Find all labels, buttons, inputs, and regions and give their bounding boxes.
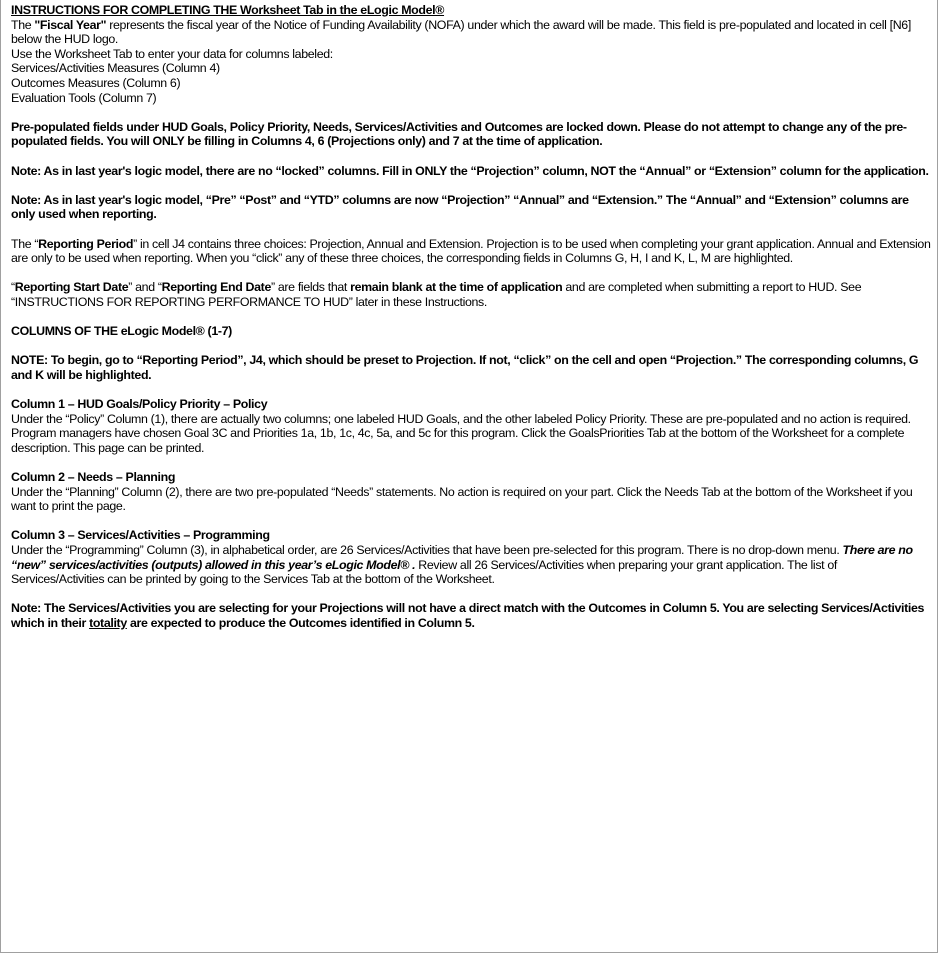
text: The “ [11, 236, 39, 251]
fiscal-year-label: "Fiscal Year" [34, 17, 107, 32]
reporting-period-paragraph [11, 237, 933, 266]
reporting-start-date-label: Reporting Start Date [14, 280, 129, 295]
reporting-dates-paragraph [11, 280, 933, 309]
reporting-end-date-label: Reporting End Date [161, 280, 271, 295]
text: ” and “ [128, 280, 162, 295]
text: Review all 26 Services/Activities when preparing your grant application. The list of Services/Activities can be printed by going to the Services Tab at the bottom of the Worksheet. [11, 557, 838, 587]
column-label-item: Evaluation Tools (Column 7) [11, 90, 157, 105]
text: “ [11, 280, 15, 295]
column-label-item: Services/Activities Measures (Column 4) [11, 61, 220, 76]
text: ” are fields that [271, 280, 351, 295]
column-1-body: Under the “Policy” Column (1), there are actually two columns; one labeled HUD Goals, and the other labeled Policy Priority. These are pre-populated and no action is required. Program managers have chosen Goal 3C and Priorities 1a, 1b, 1c, 4c, 5a, and 5c for this program. Click the GoalsPriorities Tab at the bottom of the Worksheet for a complete description. This page can be printed. [11, 411, 911, 455]
column-3-heading: Column 3 – Services/Activities – Programming [11, 528, 270, 543]
text: The [11, 17, 35, 32]
column-1-heading: Column 1 – HUD Goals/Policy Priority – Policy [11, 397, 268, 412]
column-2-heading: Column 2 – Needs – Planning [11, 470, 176, 484]
renamed-columns-note: Note: As in last year's logic model, “Pre” “Post” and “YTD” columns are now “Projection” “Annual” and “Extension.” The “Annual” and “Extension” columns are only used when reporting. [11, 192, 909, 222]
text: Under the “Programming” Column (3), in alphabetical order, are 26 Services/Activities that have been pre-selected for this program. There is no drop-down menu. [11, 542, 843, 557]
emphasis: remain blank at the time of application [350, 280, 563, 295]
underlined-word: totality [89, 615, 127, 630]
locked-fields-note: Pre-populated fields under HUD Goals, Policy Priority, Needs, Services/Activities and Outcomes are locked down. Please do not attempt to change any of the pre-populated fields. You will ONLY be filling in Columns 4, 6 (Projections only) and 7 at the time of application. [11, 119, 907, 149]
text: and are completed when submitting a report to HUD. See “INSTRUCTIONS FOR REPORTING PERFORMANCE TO HUD” later in these Instructions. [11, 280, 862, 309]
instructions-text [11, 3, 933, 645]
final-note [11, 601, 933, 630]
text: represents the fiscal year of the Notice of Funding Availability (NOFA) under which the award will be made. This field is pre-populated and located in cell [N6] below the HUD logo. [11, 17, 911, 47]
text: are expected to produce the Outcomes identified in Column 5. [126, 615, 475, 630]
reporting-period-label: Reporting Period [38, 236, 134, 251]
emphasis: There are no “new” services/activities (outputs) allowed in this year’s eLogic Model® . [11, 542, 913, 572]
column-2-body: Under the “Planning” Column (2), there are two pre-populated “Needs” statements. No action is required on your part. Click the Needs Tab at the bottom of the Worksheet if you want to print the page. [11, 484, 913, 514]
intro-line: Use the Worksheet Tab to enter your data for columns labeled: [11, 46, 333, 61]
text: ” in cell J4 contains three choices: Projection, Annual and Extension. Projection is to be used when completing your grant application. Annual and Extension are only to be used when reporting. When you “click” any of these three choices, the corresponding fields in Columns G, H, I and K, L, M are highlighted. [11, 236, 931, 266]
column-label-item: Outcomes Measures (Column 6) [11, 75, 181, 90]
begin-note: NOTE: To begin, go to “Reporting Period”, J4, which should be preset to Projection. If not, “click” on the cell and open “Projection.” The corresponding columns, G and K will be highlighted. [11, 353, 919, 382]
instructions-title: INSTRUCTIONS FOR COMPLETING THE Worksheet Tab in the eLogic Model® [11, 3, 445, 17]
column-3-body [11, 543, 933, 587]
locked-columns-note: Note: As in last year's logic model, there are no “locked” columns. Fill in ONLY the “Projection” column, NOT the “Annual” or “Extension” column for the application. [11, 163, 929, 178]
columns-heading: COLUMNS OF THE eLogic Model® (1-7) [11, 324, 232, 339]
text: Note: The Services/Activities you are selecting for your Projections will not have a direct match with the Outcomes in Column 5. You are selecting Services/Activities which in their [11, 601, 925, 630]
intro-paragraph [11, 18, 933, 47]
